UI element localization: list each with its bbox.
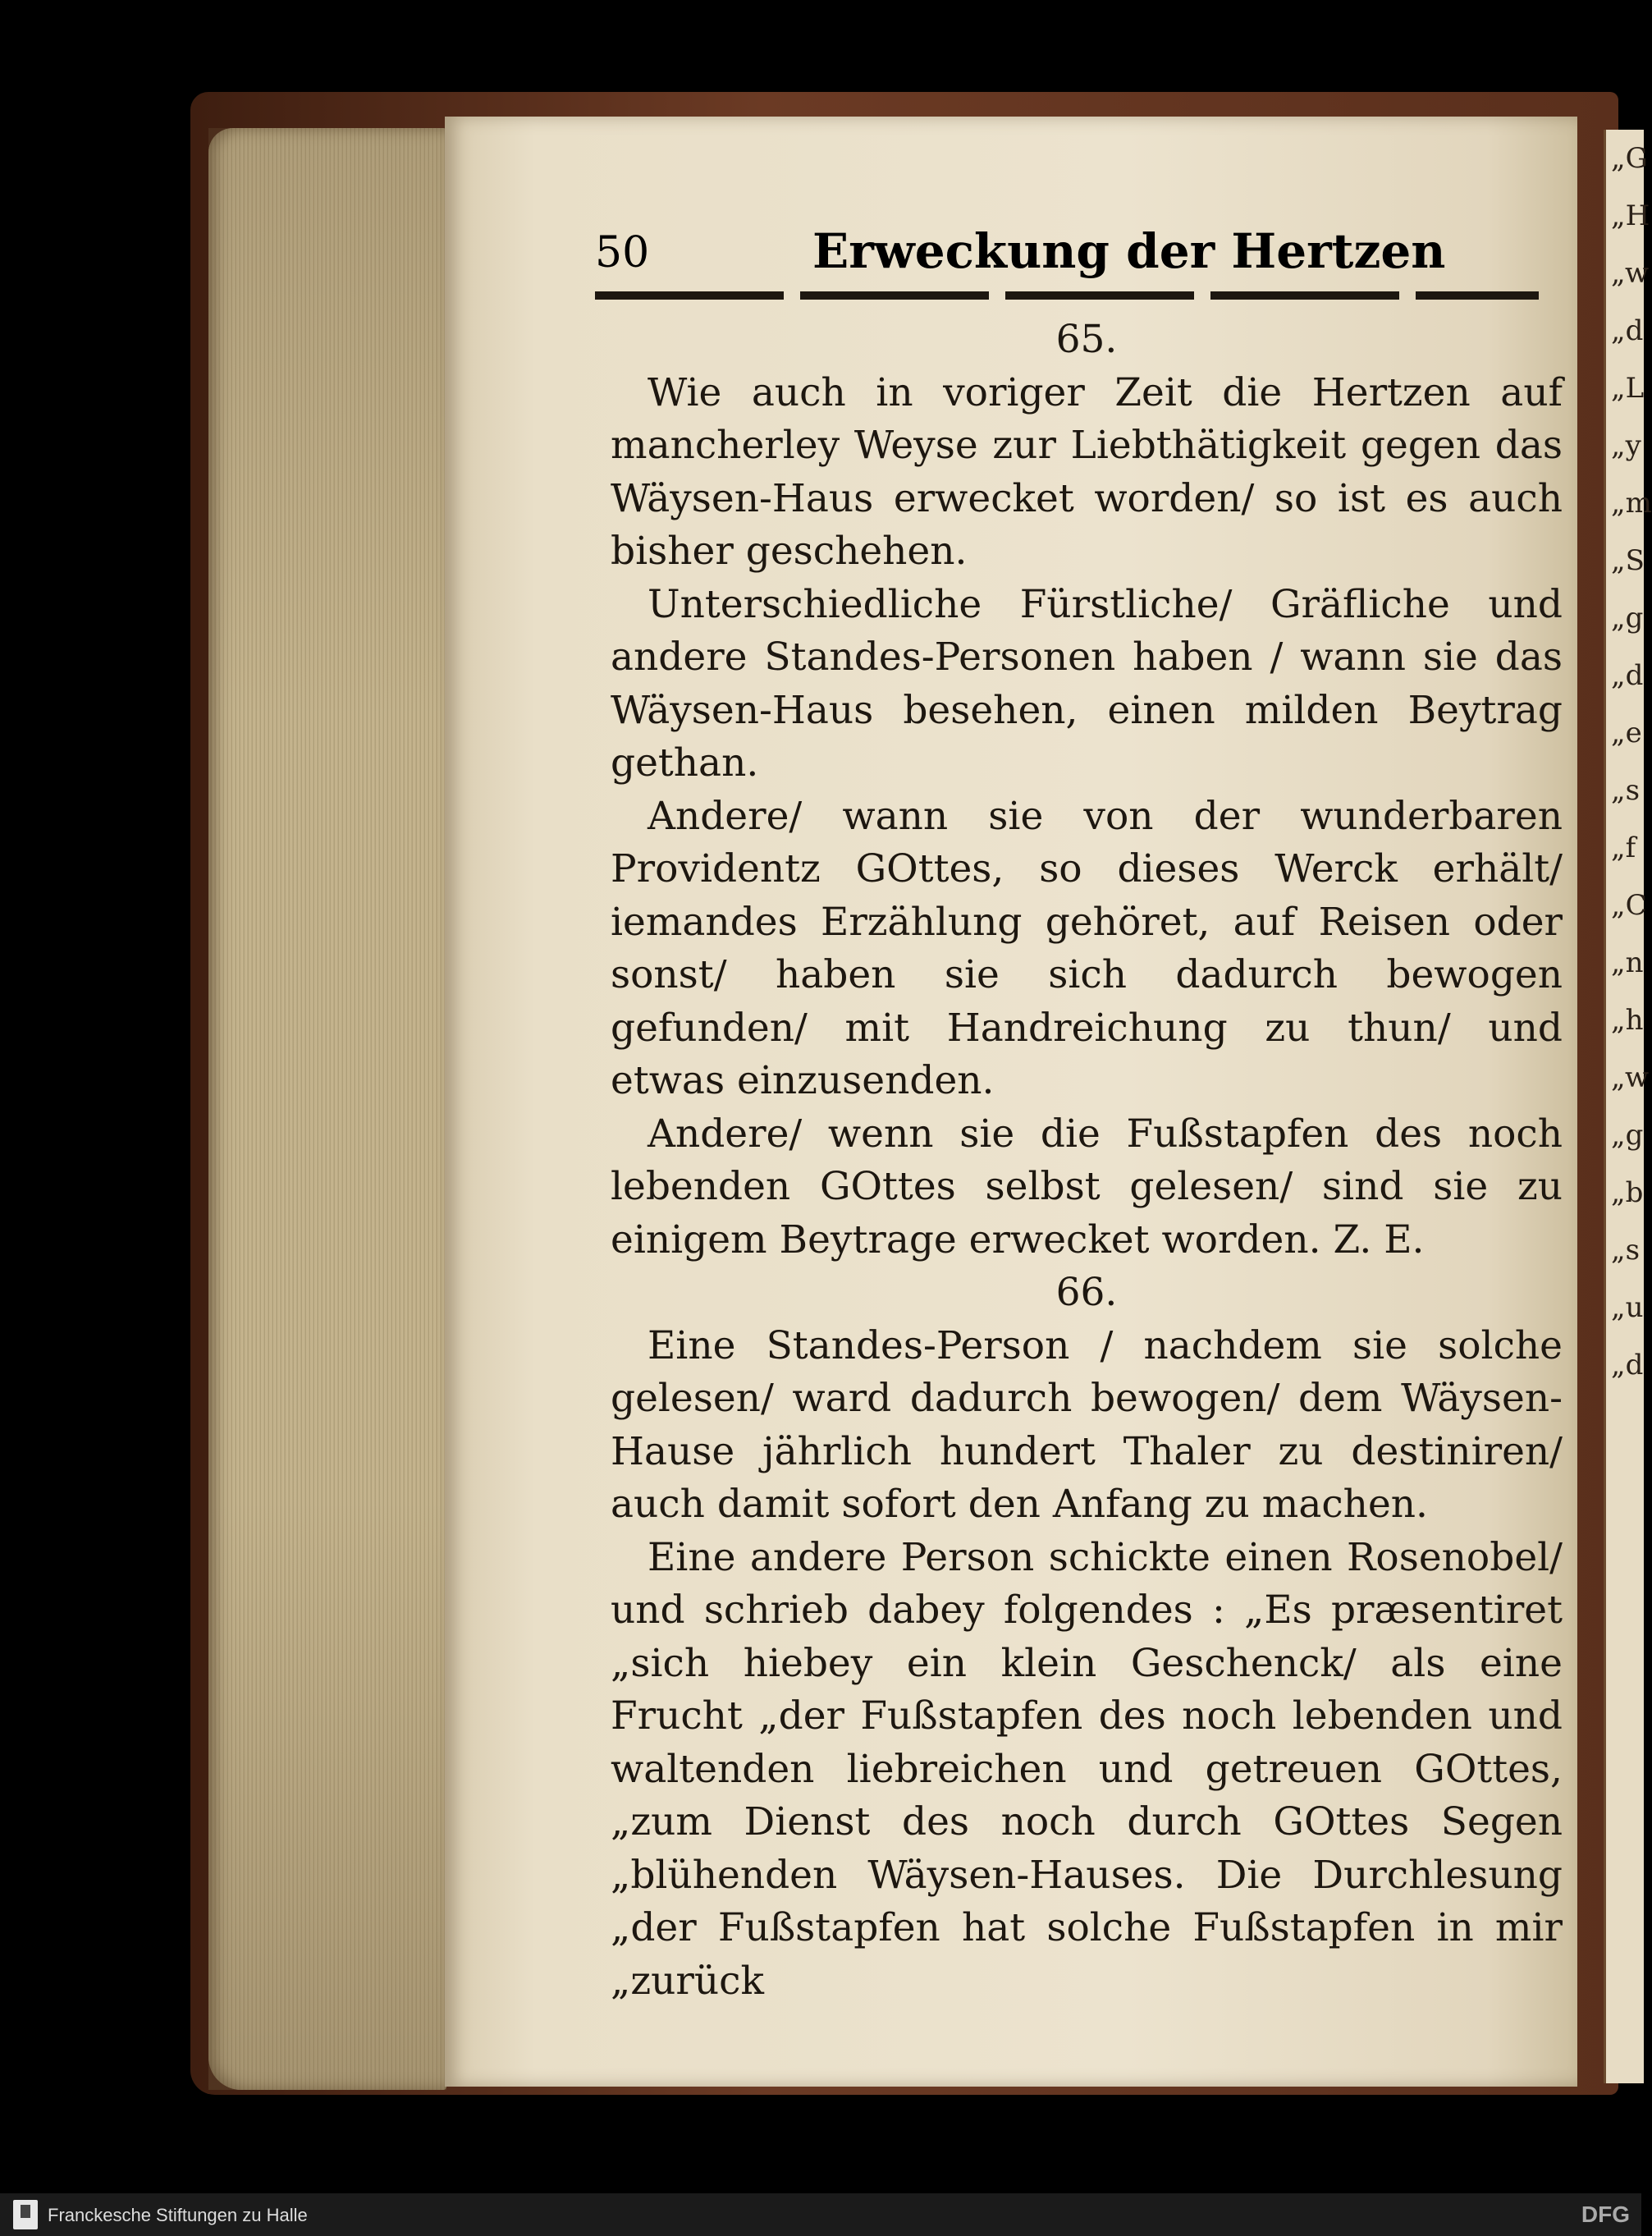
institution-logo xyxy=(13,2200,38,2229)
margin-quote-glyph: „s xyxy=(1611,1234,1641,1267)
margin-quote-glyph: „g xyxy=(1611,602,1644,635)
paragraph: Andere/ wann sie von der wunderbaren Providentz GOttes, so dieses Werck erhält/ iemandes Erzählung gehöret, auf Reisen oder sonst/ haben sie sich dadurch bewogen gefunden/ mit Handreichung zu thun/ und etwas einzusenden. xyxy=(611,793,1563,1103)
margin-quote-glyph: „g xyxy=(1611,1119,1644,1152)
margin-quote-glyph: „S xyxy=(1611,544,1645,577)
margin-quote-glyph: „w xyxy=(1611,257,1650,290)
dfg-logo: DFG xyxy=(1581,2202,1630,2227)
margin-quote-glyph: „C xyxy=(1611,889,1647,922)
margin-quote-glyph: „G xyxy=(1611,142,1648,175)
margin-quote-glyph: „H xyxy=(1611,199,1650,232)
paragraph: Eine andere Person schickte einen Rosenobel/ und schrieb dabey folgendes : „Es præsentiret „sich hiebey ein klein Geschenck/ als eine Frucht „der Fußstapfen des noch lebenden und waltenden liebreichen und getreuen GOttes, „zum Dienst des noch durch GOttes Segen „blühenden Wäysen-Hauses. Die Durchlesung „der Fußstapfen hat solche Fußstapfen in mir „zurück xyxy=(611,1534,1563,2004)
section-number: 65. xyxy=(1055,317,1118,362)
margin-quote-glyph: „h xyxy=(1611,1004,1644,1037)
page-body xyxy=(611,314,1563,2008)
paragraph: Unterschiedliche Fürstliche/ Gräfliche und andere Standes-Personen haben / wann sie das Wäysen-Haus besehen, einen milden Beytrag gethan. xyxy=(611,581,1563,786)
margin-quote-glyph: „u xyxy=(1611,1291,1644,1324)
paragraph: Wie auch in voriger Zeit die Hertzen auf mancherley Weyse zur Liebthätigkeit gegen das Wäysen-Haus erwecket worden/ so ist es auch bisher geschehen. xyxy=(611,369,1563,574)
institution-name: Franckesche Stiftungen zu Halle xyxy=(48,2205,308,2225)
header-rule xyxy=(595,291,1539,300)
page-number: 50 xyxy=(595,228,650,277)
running-title: Erweckung der Hertzen xyxy=(812,223,1446,279)
margin-quote-glyph: „n xyxy=(1611,946,1644,979)
section-number: 66. xyxy=(1055,1270,1118,1315)
margin-quote-glyph: „w xyxy=(1611,1061,1650,1094)
paragraph: Eine Standes-Person / nachdem sie solche gelesen/ ward dadurch bewogen/ dem Wäysen-Hause jährlich hundert Thaler zu destiniren/ auch damit sofort den Anfang zu machen. xyxy=(611,1322,1563,1527)
margin-quote-glyph: „f xyxy=(1611,832,1636,864)
footer-bar xyxy=(0,2193,1641,2236)
page-fore-edge xyxy=(208,128,446,2090)
running-header xyxy=(595,223,1567,314)
margin-quote-glyph: „m xyxy=(1611,487,1652,520)
margin-quote-glyph: „s xyxy=(1611,774,1641,807)
right-page-edge xyxy=(1604,130,1652,2083)
margin-quote-glyph: „L xyxy=(1611,372,1645,405)
margin-quote-glyph: „d xyxy=(1611,659,1644,692)
margin-quote-glyph: „b xyxy=(1611,1176,1644,1209)
margin-quote-glyph: „d xyxy=(1611,1349,1644,1381)
margin-quote-glyph: „y xyxy=(1611,429,1641,462)
paragraph: Andere/ wenn sie die Fußstapfen des noch lebenden GOttes selbst gelesen/ sind sie zu einigem Beytrage erwecket worden. Z. E. xyxy=(611,1111,1563,1262)
margin-quote-glyph: „d xyxy=(1611,314,1644,347)
margin-quote-glyph: „e xyxy=(1611,717,1642,749)
